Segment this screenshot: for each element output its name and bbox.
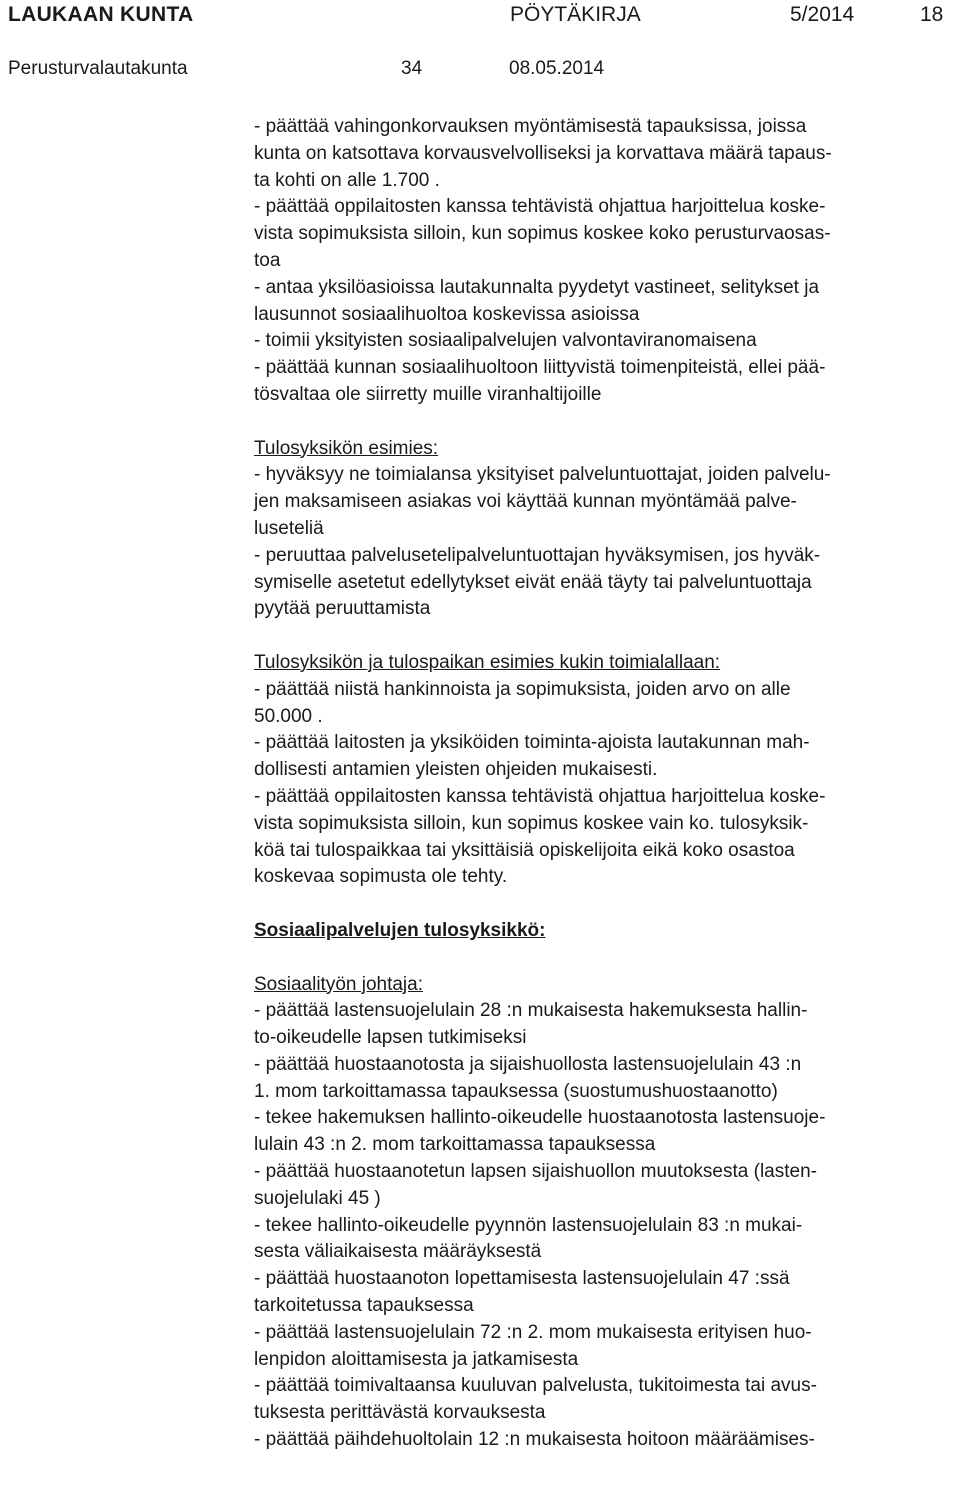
text-line: - päättää kunnan sosiaalihuoltoon liittyvistä toimenpiteistä, ellei pää- (254, 357, 826, 379)
text-line: to-oikeudelle lapsen tutkimiseksi (254, 1027, 527, 1049)
text-line: pyytää peruuttamista (254, 598, 431, 620)
document-number: 5/2014 (790, 3, 855, 26)
text-line: 50.000 . (254, 705, 323, 727)
text-line: - antaa yksilöasioissa lautakunnalta pyydetyt vastineet, selitykset ja (254, 276, 820, 298)
document-subheader (0, 56, 960, 84)
section-heading: Sosiaalipalvelujen tulosyksikkö: (254, 919, 546, 941)
text-line: - tekee hakemuksen hallinto-oikeudelle huostaanotosta lastensuoje- (254, 1107, 826, 1129)
text-line: - päättää vahingonkorvauksen myöntämisestä tapauksissa, joissa (254, 116, 807, 137)
meeting-date: 08.05.2014 (509, 58, 605, 79)
text-line: kunta on katsottava korvausvelvolliseksi ja korvattava määrä tapaus- (254, 142, 832, 164)
organization-name: LAUKAAN KUNTA (8, 3, 194, 26)
paragraph-gap (254, 945, 956, 972)
text-line: - päättää niistä hankinnoista ja sopimuksista, joiden arvo on alle (254, 678, 791, 700)
text-line: - päättää oppilaitosten kanssa tehtävistä ohjattua harjoittelua koske- (254, 196, 826, 218)
text-line: - päättää huostaanotetun lapsen sijaishuollon muutoksesta (lasten- (254, 1161, 817, 1183)
text-line: tösvaltaa ole siirretty muille viranhaltijoille (254, 383, 602, 405)
text-line: - päättää toimivaltaansa kuuluvan palvelusta, tukitoimesta tai avus- (254, 1375, 817, 1397)
text-line: - päättää huostaanotosta ja sijaishuollosta lastensuojelulain 43 :n (254, 1053, 802, 1075)
paragraph-gap (254, 623, 956, 650)
text-line: vista sopimuksista silloin, kun sopimus koskee vain ko. tulosyksik- (254, 812, 809, 834)
text-line: tarkoitetussa tapauksessa (254, 1295, 474, 1317)
document-header (0, 0, 960, 30)
text-line: jen maksamiseen asiakas voi käyttää kunnan myöntämää palve- (254, 491, 797, 513)
text-line: symiselle asetetut edellytykset eivät enää täyty tai palveluntuottaja (254, 571, 812, 593)
paragraph-gap (254, 409, 956, 436)
text-line: - päättää laitosten ja yksiköiden toiminta-ajoista lautakunnan mah- (254, 732, 810, 754)
board-name: Perusturvalautakunta (8, 58, 188, 79)
text-line: koskevaa sopimusta ole tehty. (254, 866, 508, 888)
text-line: tuksesta perittävästä korvauksesta (254, 1402, 546, 1424)
section-heading: Tulosyksikön ja tulospaikan esimies kukin toimialallaan: (254, 651, 721, 673)
text-line: - peruuttaa palvelusetelipalveluntuottajan hyväksymisen, jos hyväk- (254, 544, 821, 566)
text-line: ta kohti on alle 1.700 . (254, 169, 440, 191)
document-type: PÖYTÄKIRJA (510, 3, 641, 26)
text-line: - tekee hallinto-oikeudelle pyynnön lastensuojelulain 83 :n mukai- (254, 1214, 803, 1236)
text-line: - päättää lastensuojelulain 72 :n 2. mom mukaisesta erityisen huo- (254, 1321, 812, 1343)
text-line: - päättää lastensuojelulain 28 :n mukaisesta hakemuksesta hallin- (254, 1000, 808, 1022)
text-line: - hyväksyy ne toimialansa yksityiset palveluntuottajat, joiden palvelu- (254, 464, 831, 486)
text-line: - päättää huostaanoton lopettamisesta lastensuojelulain 47 :ssä (254, 1268, 790, 1290)
text-line: lenpidon aloittamisesta ja jatkamisesta (254, 1348, 579, 1370)
text-line: dollisesti antamien yleisten ohjeiden mukaisesti. (254, 759, 658, 781)
text-line: luseteliä (254, 517, 324, 539)
text-line: lausunnot sosiaalihuoltoa koskevissa asioissa (254, 303, 640, 325)
section-heading: Sosiaalityön johtaja: (254, 973, 423, 995)
text-line: 1. mom tarkoittamassa tapauksessa (suostumushuostaanotto) (254, 1080, 778, 1102)
page-number: 18 (920, 3, 944, 26)
paragraph-gap (254, 891, 956, 918)
text-line: vista sopimuksista silloin, kun sopimus koskee koko perusturvaosas- (254, 223, 831, 245)
text-line: - päättää oppilaitosten kanssa tehtävistä ohjattua harjoittelua koske- (254, 785, 826, 807)
text-line: sesta väliaikaisesta määräyksestä (254, 1241, 542, 1263)
section-heading: Tulosyksikön esimies: (254, 437, 439, 459)
text-line: lulain 43 :n 2. mom tarkoittamassa tapauksessa (254, 1134, 656, 1156)
text-line: köä tai tulospaikkaa tai yksittäisiä opiskelijoita eikä koko osastoa (254, 839, 795, 861)
text-line: toa (254, 249, 281, 271)
text-line: suojelulaki 45 ) (254, 1187, 381, 1209)
document-body (254, 114, 956, 1454)
text-line: - päättää päihdehuoltolain 12 :n mukaisesta hoitoon määräämises- (254, 1429, 815, 1451)
text-line: - toimii yksityisten sosiaalipalvelujen valvontaviranomaisena (254, 330, 757, 352)
section-number: 34 (401, 58, 423, 79)
